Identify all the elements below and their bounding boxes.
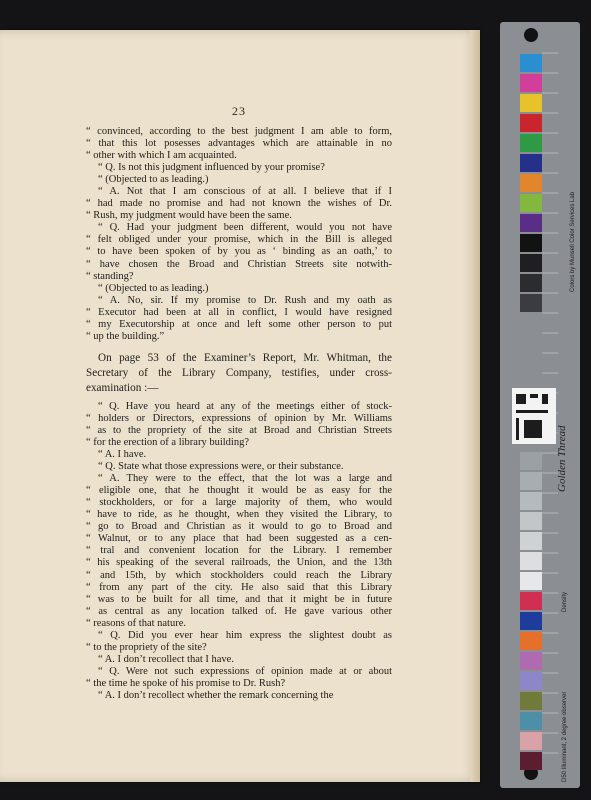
- text-line: “ other with which I am acquainted.: [86, 150, 237, 162]
- gray-swatch: [520, 732, 542, 750]
- text-line: “ to the propriety of the site?: [86, 641, 207, 653]
- text-line: “ Executor had been at all in conflict, I would have resigned: [86, 306, 392, 318]
- text-line: “ standing?: [86, 270, 134, 282]
- text-line: “ was to be built for all time, and that it might be in future: [86, 593, 392, 605]
- gray-swatch: [520, 752, 542, 770]
- text-line: “ Q. Were not such expressions of opinion made at or about: [98, 665, 392, 677]
- text-line: “ stockholders, or for a large majority of them, who would: [86, 497, 392, 509]
- text-line: “ eligible one, that he thought it would be as easy for the: [86, 485, 392, 497]
- text-line: “ Q. Have you heard at any of the meetings either of stock-: [98, 400, 392, 412]
- text-line: “ holders or Directors, expressions of opinion by Mr. Williams: [86, 412, 392, 424]
- color-swatch: [520, 134, 542, 152]
- text-line: “ that this lot posesses advantages which are attainable in no: [86, 138, 392, 150]
- color-swatch: [520, 154, 542, 172]
- text-line: “ convinced, according to the best judgment I am able to form,: [86, 126, 392, 137]
- gray-swatch: [520, 712, 542, 730]
- munsell-label: Colors by Munsell Color Services Lab: [570, 191, 576, 292]
- color-swatch: [520, 114, 542, 132]
- text-line: “ up the building.”: [86, 330, 165, 342]
- gray-swatch: [520, 652, 542, 670]
- text-line: “ (Objected to as leading.): [98, 174, 209, 186]
- text-line: “ A. I have.: [98, 449, 147, 461]
- text-line: “ felt obliged under your promise, which in the Bill is alleged: [86, 234, 392, 246]
- testimony-block-1: [86, 126, 392, 343]
- text-line: “ Walnut, or to any place that had been suggested as a cen-: [86, 533, 392, 545]
- gray-swatch: [520, 512, 542, 530]
- page-edge: [470, 30, 480, 782]
- text-line: “ Q. Had your judgment been different, would you not have: [98, 222, 392, 234]
- text-line: “ A. I don’t recollect whether the remark concerning the: [98, 689, 334, 701]
- color-swatch: [520, 214, 542, 232]
- text-line: “ have chosen the Broad and Christian Streets site notwith-: [86, 258, 392, 270]
- brand-label: Golden Thread: [556, 425, 568, 492]
- gray-swatch: [520, 552, 542, 570]
- card-hole: [524, 28, 538, 42]
- text-line: “ for the erection of a library building?: [86, 436, 249, 448]
- text-line: “ as central as any location talked of. He gave various other: [86, 605, 392, 617]
- text-line: “ the time he spoke of his promise to Dr. Rush?: [86, 677, 286, 689]
- gray-swatch: [520, 572, 542, 590]
- text-line: “ to have been spoken of by you as ‘ binding as an oath,’ to: [86, 246, 392, 258]
- text-line: On page 53 of the Examiner’s Report, Mr. Whitman, the: [98, 351, 392, 364]
- text-line: “ had made no promise and had not known the wishes of Dr.: [86, 198, 392, 210]
- text-line: “ Rush, my judgment would have been the same.: [86, 210, 292, 222]
- color-swatch: [520, 254, 542, 272]
- resolution-target: [512, 388, 556, 444]
- text-line: “ A. I don’t recollect that I have.: [98, 653, 234, 665]
- gray-swatch: [520, 672, 542, 690]
- text-line: “ A. Not that I am conscious of at all. I believe that if I: [98, 186, 392, 198]
- gray-swatch: [520, 632, 542, 650]
- color-swatch: [520, 174, 542, 192]
- text-line: “ A. No, sir. If my promise to Dr. Rush and my oath as: [98, 294, 392, 306]
- text-line: “ have to ride, as he thought, when they visited the Library, to: [86, 509, 392, 521]
- gray-swatch: [520, 692, 542, 710]
- density-label: Density: [562, 591, 568, 612]
- text-line: “ tral and convenient location for the Library. I remember: [86, 545, 392, 557]
- color-swatch: [520, 274, 542, 292]
- text-line: “ Q. Is not this judgment influenced by your promise?: [98, 162, 325, 174]
- gray-swatch: [520, 452, 542, 470]
- color-swatch: [520, 54, 542, 72]
- color-checker-card: [500, 22, 580, 788]
- gray-swatch: [520, 532, 542, 550]
- color-swatch: [520, 234, 542, 252]
- narrative-paragraph: [86, 351, 392, 396]
- text-line: “ as to the propriety of the site at Broad and Christian Streets: [86, 424, 392, 436]
- text-line: “ A. They were to the effect, that the lot was a large and: [98, 473, 392, 485]
- text-line: “ (Objected to as leading.): [98, 282, 209, 294]
- testimony-block-2: [86, 401, 392, 702]
- gray-swatch: [520, 472, 542, 490]
- text-line: “ reasons of that nature.: [86, 617, 187, 629]
- text-line: examination :—: [86, 381, 159, 394]
- color-swatch: [520, 294, 542, 312]
- text-line: “ and 15th, by which stockholders could reach the Library: [86, 569, 392, 581]
- page-text: [86, 126, 392, 702]
- gray-swatch: [520, 492, 542, 510]
- text-line: “ my Executorship at once and left some other person to put: [86, 318, 392, 330]
- illuminant-label: D50 Illuminant, 2 degree observer: [562, 691, 568, 782]
- gray-swatch: [520, 612, 542, 630]
- page-number: 23: [232, 104, 246, 118]
- text-line: “ Q. State what those expressions were, or their substance.: [98, 461, 344, 473]
- text-line: “ from any part of the city. He also said that this Library: [86, 581, 392, 593]
- text-line: “ go to Broad and Christian as it would to go to Broad and: [86, 521, 392, 533]
- color-swatch: [520, 194, 542, 212]
- text-line: “ Q. Did you ever hear him express the slightest doubt as: [98, 629, 392, 641]
- color-swatch: [520, 74, 542, 92]
- color-swatch: [520, 94, 542, 112]
- gray-swatch: [520, 592, 542, 610]
- text-line: Secretary of the Library Company, testifies, under cross-: [86, 366, 392, 379]
- text-line: “ his speaking of the several railroads, the Union, and the 13th: [86, 557, 392, 569]
